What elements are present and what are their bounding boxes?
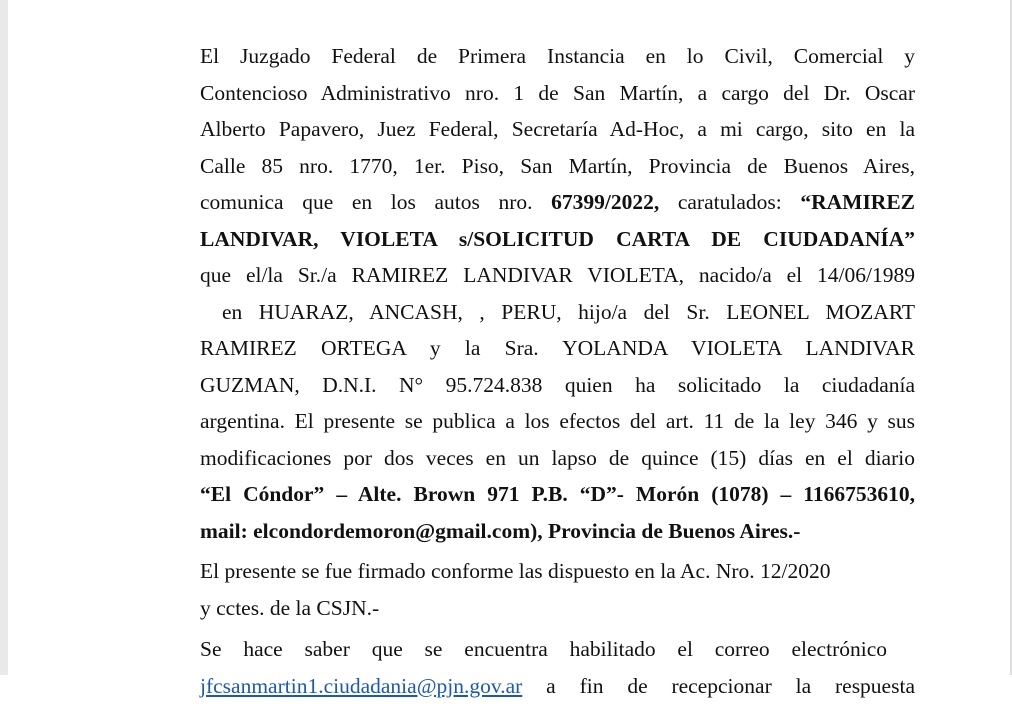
- text-line: El presente se fue firmado conforme las dispuesto en la Ac. Nro. 12/2020: [200, 553, 915, 590]
- text-fragment: caratulados:: [659, 190, 800, 214]
- edict-paragraph: [200, 38, 915, 549]
- text-line: Alberto Papavero, Juez Federal, Secretaría Ad-Hoc, a mi cargo, sito en la: [200, 111, 915, 148]
- signature-paragraph: [200, 553, 915, 626]
- newspaper-email: mail: elcondordemoron@gmail.com), Provincia de Buenos Aires.-: [200, 513, 915, 550]
- viewer-left-gutter: [0, 0, 8, 675]
- text-fragment: a fin de recepcionar la respuesta: [522, 674, 915, 698]
- newspaper-info: “El Cóndor” – Alte. Brown 971 P.B. “D”- Morón (1078) – 1166753610,: [200, 476, 915, 513]
- document-page: [200, 38, 915, 704]
- text-line: modificaciones por dos veces en un lapso de quince (15) días en el diario: [200, 440, 915, 477]
- text-line: GUZMAN, D.N.I. N° 95.724.838 quien ha solicitado la ciudadanía: [200, 367, 915, 404]
- contact-paragraph: [200, 631, 915, 704]
- text-line: argentina. El presente se publica a los efectos del art. 11 de la ley 346 y sus: [200, 403, 915, 440]
- text-line: [200, 184, 915, 221]
- text-line: El Juzgado Federal de Primera Instancia en lo Civil, Comercial y: [200, 38, 915, 75]
- text-line: en HUARAZ, ANCASH, , PERU, hijo/a del Sr. LEONEL MOZART: [200, 294, 915, 331]
- case-title: LANDIVAR, VIOLETA s/SOLICITUD CARTA DE CIUDADANÍA”: [200, 221, 915, 258]
- text-line: y cctes. de la CSJN.-: [200, 590, 915, 627]
- court-email-link[interactable]: jfcsanmartin1.ciudadania@pjn.gov.ar: [200, 674, 522, 698]
- text-line: [200, 668, 915, 704]
- text-line: Contencioso Administrativo nro. 1 de San Martín, a cargo del Dr. Oscar: [200, 75, 915, 112]
- text-line: Se hace saber que se encuentra habilitado el correo electrónico: [200, 631, 915, 668]
- text-fragment: comunica que en los autos nro.: [200, 190, 551, 214]
- case-number: 67399/2022,: [551, 190, 659, 214]
- text-line: Calle 85 nro. 1770, 1er. Piso, San Martín, Provincia de Buenos Aires,: [200, 148, 915, 185]
- case-title-start: “RAMIREZ: [800, 190, 915, 214]
- text-line: que el/la Sr./a RAMIREZ LANDIVAR VIOLETA, nacido/a el 14/06/1989: [200, 257, 915, 294]
- text-line: RAMIREZ ORTEGA y la Sra. YOLANDA VIOLETA LANDIVAR: [200, 330, 915, 367]
